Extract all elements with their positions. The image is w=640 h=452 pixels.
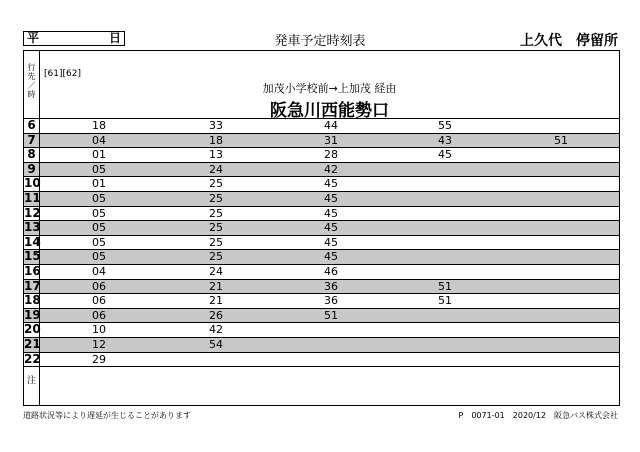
minute-cell: 51 bbox=[324, 308, 338, 322]
side-label-3: ／ bbox=[27, 81, 36, 90]
table-row bbox=[24, 309, 619, 324]
minute-cell: 13 bbox=[209, 148, 223, 162]
footer-note: 道路状況等により遅延が生じることがあります bbox=[23, 411, 191, 420]
timetable-grid bbox=[24, 118, 619, 367]
minute-cell: 46 bbox=[324, 264, 338, 278]
hour-cell: 12 bbox=[24, 205, 41, 220]
minute-cell: 51 bbox=[438, 279, 452, 293]
hour-cell: 9 bbox=[24, 163, 40, 177]
hour-cell: 20 bbox=[24, 322, 41, 337]
hour-cell: 8 bbox=[24, 148, 40, 162]
hour-cell: 14 bbox=[24, 234, 41, 249]
via-text: 加茂小学校前→上加茂 経由 bbox=[262, 82, 397, 95]
stop-name: 上久代 停留所 bbox=[520, 33, 618, 49]
hour-cell: 16 bbox=[24, 263, 41, 278]
hour-cell: 7 bbox=[24, 134, 40, 148]
minute-cell: 05 bbox=[92, 206, 106, 220]
minute-cell: 25 bbox=[209, 177, 223, 191]
minute-cell: 55 bbox=[438, 119, 452, 132]
minute-cell: 44 bbox=[324, 119, 338, 132]
minute-cell: 05 bbox=[92, 162, 106, 176]
minute-cell: 43 bbox=[438, 133, 452, 147]
minute-cell: 21 bbox=[209, 294, 223, 308]
minute-cell: 26 bbox=[209, 308, 223, 322]
day-type-suffix: 日 bbox=[108, 31, 121, 45]
hour-cell: 18 bbox=[24, 293, 41, 308]
side-label-2: 先 bbox=[27, 72, 36, 81]
minute-cell: 05 bbox=[92, 250, 106, 264]
table-row bbox=[24, 280, 619, 295]
table-row bbox=[24, 177, 619, 192]
minute-cell: 05 bbox=[92, 235, 106, 249]
table-row bbox=[24, 250, 619, 265]
table-row bbox=[24, 338, 619, 353]
destination: 阪急川西能勢口 bbox=[270, 101, 389, 121]
table-row bbox=[24, 207, 619, 222]
minute-cell: 18 bbox=[92, 119, 106, 132]
minute-cell: 06 bbox=[92, 308, 106, 322]
minute-cell: 45 bbox=[324, 250, 338, 264]
minute-cell: 31 bbox=[324, 133, 338, 147]
table-row bbox=[24, 192, 619, 207]
hour-cell: 21 bbox=[24, 336, 41, 351]
hour-cell: 11 bbox=[24, 190, 41, 205]
timetable-frame bbox=[23, 50, 620, 406]
route-numbers: [61][62] bbox=[44, 69, 81, 79]
notes-row bbox=[24, 358, 619, 405]
table-row bbox=[24, 221, 619, 236]
minute-cell: 36 bbox=[324, 279, 338, 293]
minute-cell: 45 bbox=[324, 235, 338, 249]
header-side-label bbox=[24, 51, 40, 118]
hour-cell: 22 bbox=[24, 351, 41, 366]
minute-cell: 54 bbox=[209, 337, 223, 351]
minute-cell: 42 bbox=[209, 323, 223, 337]
hour-cell: 17 bbox=[24, 278, 41, 293]
hour-cell: 15 bbox=[24, 249, 41, 264]
day-type-box bbox=[23, 31, 125, 46]
minute-cell: 28 bbox=[324, 148, 338, 162]
table-row bbox=[24, 148, 619, 163]
hour-cell: 13 bbox=[24, 220, 41, 235]
minute-cell: 01 bbox=[92, 177, 106, 191]
hour-cell: 10 bbox=[24, 176, 41, 191]
minute-cell: 04 bbox=[92, 264, 106, 278]
minute-cell: 25 bbox=[209, 191, 223, 205]
footer-publisher: P 0071-01 2020/12 阪急バス株式会社 bbox=[458, 411, 618, 420]
side-label-1: 行 bbox=[27, 63, 36, 72]
minute-cell: 25 bbox=[209, 221, 223, 235]
table-row bbox=[24, 323, 619, 338]
minute-cell: 36 bbox=[324, 294, 338, 308]
hour-cell: 19 bbox=[24, 307, 41, 322]
page-title: 発車予定時刻表 bbox=[274, 34, 366, 49]
minute-cell: 10 bbox=[92, 323, 106, 337]
minute-cell: 01 bbox=[92, 148, 106, 162]
side-label-4: 時 bbox=[27, 90, 36, 99]
table-row bbox=[24, 119, 619, 134]
minute-cell: 12 bbox=[92, 337, 106, 351]
minute-cell: 06 bbox=[92, 294, 106, 308]
minute-cell: 33 bbox=[209, 119, 223, 132]
minute-cell: 04 bbox=[92, 133, 106, 147]
minute-cell: 24 bbox=[209, 162, 223, 176]
minute-cell: 25 bbox=[209, 250, 223, 264]
table-row bbox=[24, 236, 619, 251]
minute-cell: 05 bbox=[92, 221, 106, 235]
minute-cell: 29 bbox=[92, 352, 106, 366]
minute-cell: 18 bbox=[209, 133, 223, 147]
table-row bbox=[24, 294, 619, 309]
minute-cell: 25 bbox=[209, 235, 223, 249]
minute-cell: 45 bbox=[324, 191, 338, 205]
day-type-label: 平 bbox=[27, 31, 40, 45]
notes-label: 注 bbox=[24, 358, 40, 405]
minute-cell: 51 bbox=[438, 294, 452, 308]
table-row bbox=[24, 134, 619, 149]
minute-cell: 21 bbox=[209, 279, 223, 293]
minute-cell: 45 bbox=[324, 206, 338, 220]
minute-cell: 45 bbox=[324, 221, 338, 235]
minute-cell: 25 bbox=[209, 206, 223, 220]
minute-cell: 51 bbox=[554, 133, 568, 147]
table-row bbox=[24, 265, 619, 280]
minute-cell: 05 bbox=[92, 191, 106, 205]
minute-cell: 06 bbox=[92, 279, 106, 293]
minute-cell: 24 bbox=[209, 264, 223, 278]
table-row bbox=[24, 163, 619, 178]
hour-cell: 6 bbox=[24, 119, 40, 133]
minute-cell: 42 bbox=[324, 162, 338, 176]
minute-cell: 45 bbox=[438, 148, 452, 162]
minute-cell: 45 bbox=[324, 177, 338, 191]
